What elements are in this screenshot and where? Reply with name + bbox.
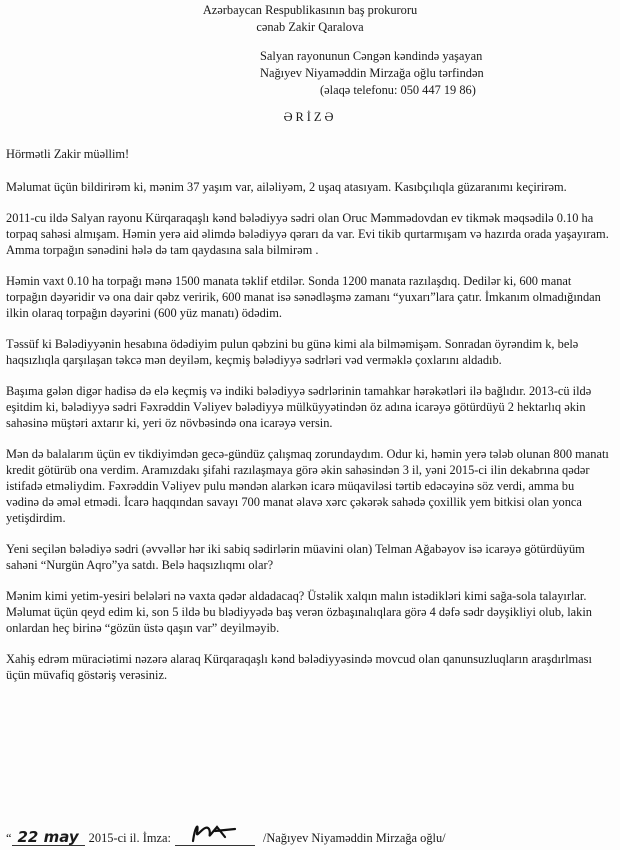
handwritten-date: 22 may xyxy=(12,829,85,846)
signer-name: /Nağıyev Niyaməddin Mirzağa oğlu/ xyxy=(262,831,446,845)
recipient-line-2: cənab Zakir Qaralova xyxy=(256,20,364,34)
paragraph-6: Mən də balalarım üçün ev tikdiyimdən gecə-gündüz çalışmaq zorundaydım. Odur ki, həmin yerə tələb olunan 800 manatı kredit götürüb ona verdim. Aramızdakı şifahi razılaşmaya görə əkin sahəsindən 3 il, yəni 2015-ci ilin dekabrına qədər istifadə etməliydim. Fəxrəddin Vəliyev pulu məndən alarkən icarə müqaviləsi tərtib edəcəyinə söz verdi, amma bu vədinə də əməl etmədi. İcarə haqqından savayı 700 manat əlavə xərc çəkərək sahədə çoxillik yem bitkisi olan yonca yetişdirdim. xyxy=(6,447,609,525)
date-year-label: 2015-ci il. İmza: xyxy=(88,831,171,845)
signature-scribble-icon xyxy=(175,817,255,845)
document-title: ƏRİZƏ xyxy=(283,110,337,124)
sender-phone: (əlaqə telefonu: 050 447 19 86) xyxy=(320,83,476,97)
recipient-line-1: Azərbaycan Respublikasının baş prokuroru xyxy=(202,3,418,17)
paragraph-7: Yeni seçilən bələdiyə sədri (əvvəllər hər iki sabiq sədirlərin müavini olan) Telman Ağabəyov isə icarəyə götürdüyüm sahəni “Nurgün Aqro”ya satdı. Belə haqsızlıqmı olar? xyxy=(6,542,585,572)
document-body xyxy=(6,146,610,698)
salutation: Hörmətli Zakir müəllim! xyxy=(6,147,130,161)
paragraph-8: Mənim kimi yetim-yesiri belələri nə vaxta qədər aldadacaq? Üstəlik xalqın malın istədikləri kimi sağa-sola talayırlar. Məlumat üçün qeyd edim ki, son 5 ildə bu blədiyyədə baş verən özbaşınalıqlara görə 4 dəfə sədr dəyşikliyi olub, lakin onlardan heç birinə “gözün üstə qaşın var” deyilməyib. xyxy=(6,589,592,635)
date-quote: “ xyxy=(6,831,12,845)
sender-line-2: Nağıyev Niyaməddin Mirzağa oğlu tərfindən xyxy=(260,66,484,80)
sender-line-1: Salyan rayonunun Cəngən kəndində yaşayan xyxy=(260,49,483,63)
handwritten-signature xyxy=(175,817,255,846)
paragraph-4: Təssüf ki Bələdiyyənin hesabına ödədiyim pulun qəbzini bu günə kimi ala bilməmişəm. Sonradan öyrəndim k, belə haqsızlıqla qarşılaşan təkcə mən deyiləm, keçmiş bələdiyyə sədrləri vəd verməklə çoxlarını aldadıb. xyxy=(6,337,579,367)
signature-row xyxy=(6,818,610,846)
paragraph-3: Həmin vaxt 0.10 ha torpağı mənə 1500 manata təklif etdilər. Sonda 1200 manata razılaşdıq. Dedilər ki, 600 manat torpağın dəyəridir və ona dair qəbz veririk, 600 manat isə sənədləşmə zamanı “yuxarı”lara çatır. İmkanım olmadığından ilkin olaraq torpağın dəyərini (600 yüz manatı) ödədim. xyxy=(6,274,601,320)
paragraph-2: 2011-cu ildə Salyan rayonu Kürqaraqaşlı kənd bələdiyyə sədri olan Oruc Məmmədovdan ev tikmək məqsədilə 0.10 ha torpaq sahəsi almışam. Həmin yerə aid əlimdə bələdiyyə qərarı da var. Evi tikib qurtarmışam və hazırda orada yaşayıram. Amma torpağın sənədini hələ də tam qaydasına sala bilmirəm . xyxy=(6,211,609,257)
paragraph-5: Başıma gələn digər hadisə də elə keçmiş və indiki bələdiyyə sədrlərinin tamahkar hərəkətləri ilə bağlıdır. 2013-cü ildə eşitdim ki, bələdiyyə sədri Fəxrəddin Vəliyev bələdiyyə mülküyyətindən öz adına icarəyə götürdüyü 2 hektarlıq əkin sahəsinə müştəri axtarır ki, yeri öz növbəsində ona icarəyə versin. xyxy=(6,384,592,430)
recipient-block xyxy=(130,2,490,36)
paragraph-9: Xahiş edrəm müraciətimi nəzərə alaraq Kürqaraqaşlı kənd bələdiyyəsində movcud olan qanunsuzluqların araşdırlması üçün müvafiq göstəriş verəsiniz. xyxy=(6,652,592,682)
sender-block xyxy=(260,48,590,99)
paragraph-1: Məlumat üçün bildirirəm ki, mənim 37 yaşım var, ailəliyəm, 2 uşaq atasıyam. Kasıbçılıqla güzaranımı keçirirəm. xyxy=(6,180,567,194)
